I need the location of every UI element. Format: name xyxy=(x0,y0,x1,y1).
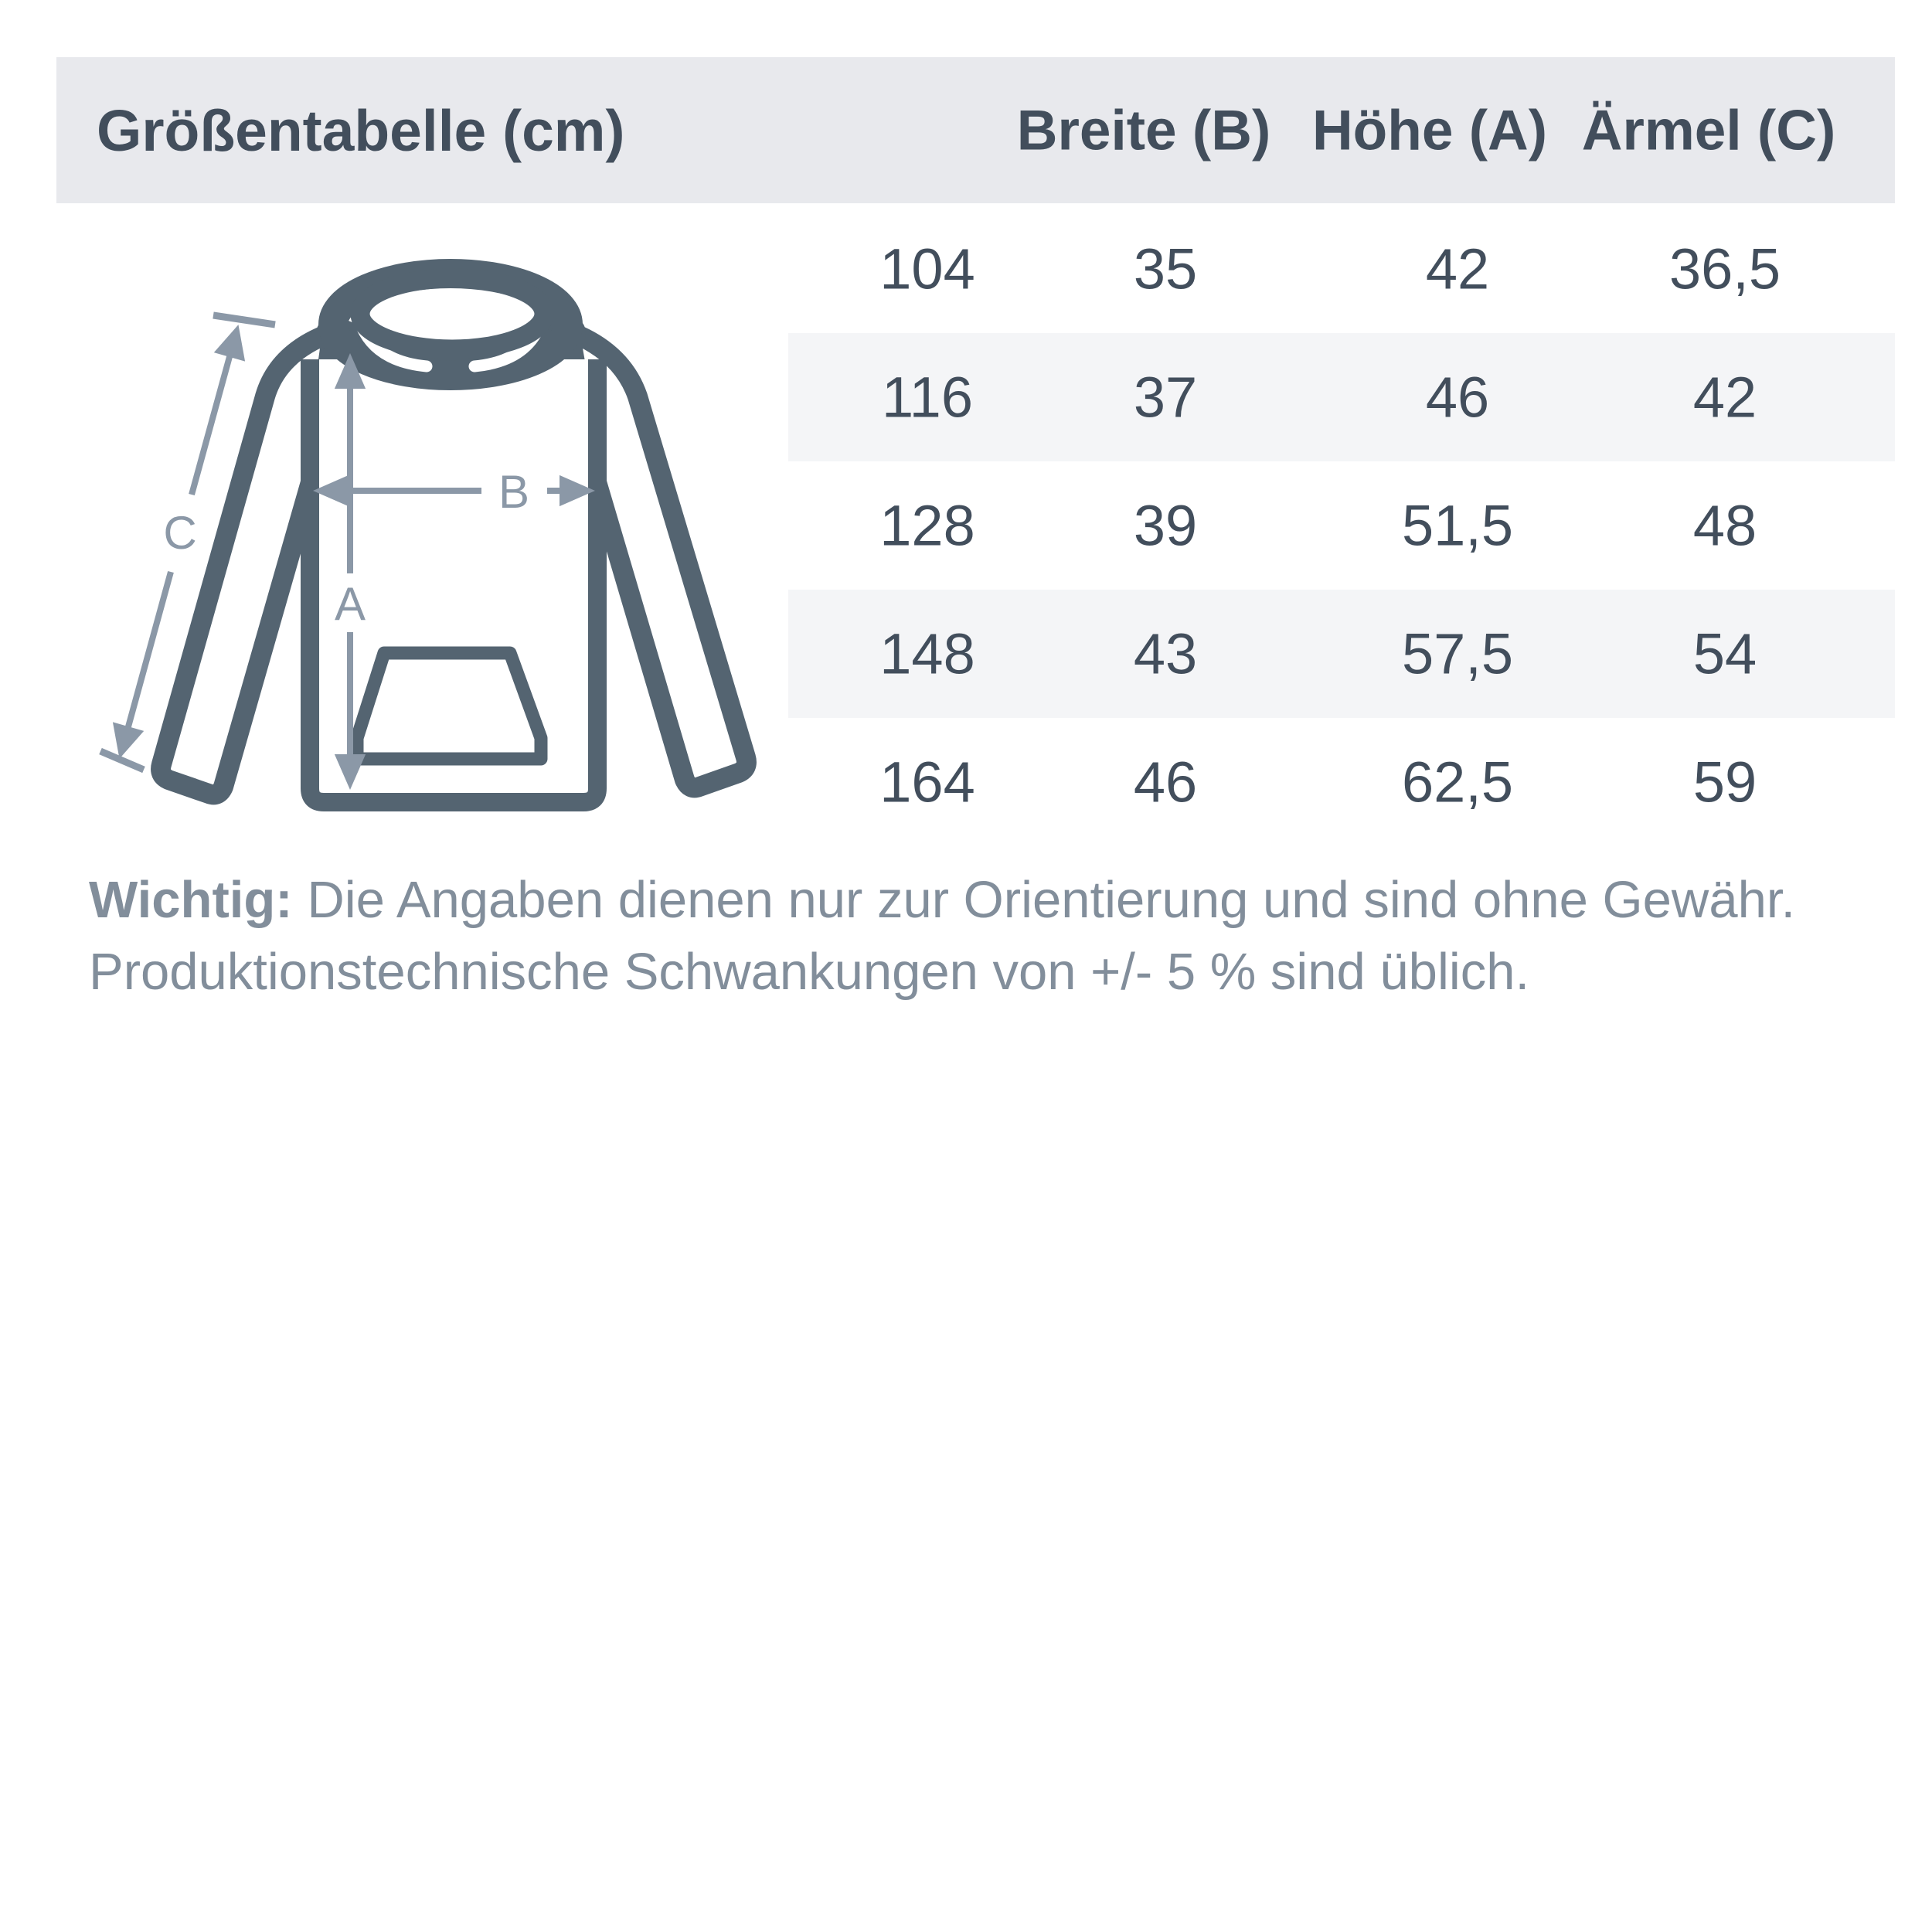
aermel-value: 48 xyxy=(1692,493,1757,558)
size-value: 148 xyxy=(879,621,975,686)
table-row xyxy=(788,718,1895,846)
disclaimer-label: Wichtig: xyxy=(89,871,293,929)
hood-inner-ring xyxy=(360,278,544,349)
label-c: C xyxy=(163,507,197,559)
hoodie-diagram-icon xyxy=(46,224,788,842)
size-value: 128 xyxy=(879,493,975,558)
table-header-bar xyxy=(56,57,1895,203)
column-header-aermel: Ärmel (C) xyxy=(1581,99,1836,162)
table-row xyxy=(788,333,1895,461)
hoehe-value: 62,5 xyxy=(1401,750,1514,815)
table-row xyxy=(788,590,1895,718)
breite-value: 37 xyxy=(1133,365,1198,430)
breite-value: 46 xyxy=(1133,750,1198,815)
aermel-value: 36,5 xyxy=(1668,236,1781,301)
size-value: 104 xyxy=(879,236,975,301)
size-value: 164 xyxy=(879,750,975,815)
column-header-breite: Breite (B) xyxy=(1016,99,1271,162)
column-header-hoehe: Höhe (A) xyxy=(1311,99,1548,162)
label-a: A xyxy=(334,578,366,630)
breite-value: 35 xyxy=(1133,236,1198,301)
hoehe-value: 42 xyxy=(1425,236,1490,301)
aermel-value: 54 xyxy=(1692,621,1757,686)
breite-value: 39 xyxy=(1133,493,1198,558)
table-row xyxy=(788,205,1895,333)
aermel-value: 59 xyxy=(1692,750,1757,815)
breite-value: 43 xyxy=(1133,621,1198,686)
page-title: Größentabelle (cm) xyxy=(97,97,625,163)
aermel-value: 42 xyxy=(1692,365,1757,430)
table-row xyxy=(788,461,1895,590)
hoehe-value: 46 xyxy=(1425,365,1490,430)
disclaimer-line1: Die Angaben dienen nur zur Orientierung und sind ohne Gewähr. xyxy=(307,871,1796,929)
disclaimer-note xyxy=(89,864,1866,1008)
hoehe-value: 57,5 xyxy=(1401,621,1514,686)
disclaimer-line2: Produktionstechnische Schwankungen von +/- 5 % sind üblich. xyxy=(89,943,1530,1001)
kangaroo-pocket xyxy=(357,653,541,759)
size-value: 116 xyxy=(882,365,973,430)
label-b: B xyxy=(498,466,530,518)
hoehe-value: 51,5 xyxy=(1401,493,1514,558)
